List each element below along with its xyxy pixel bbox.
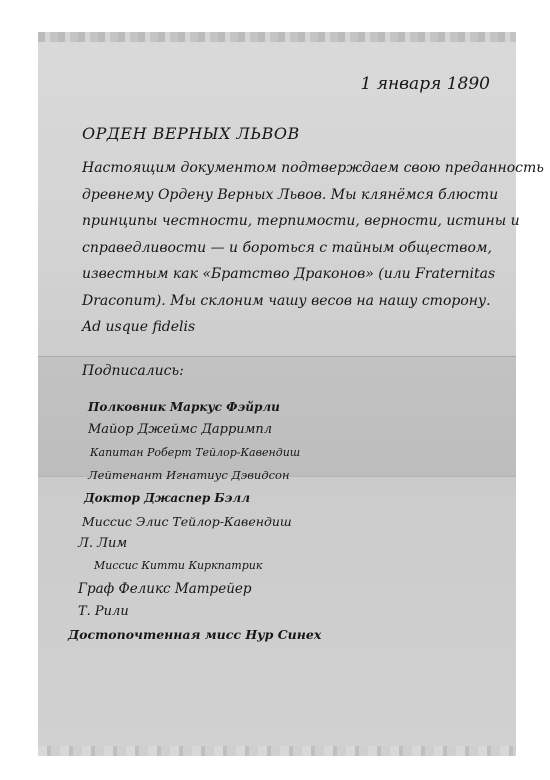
signature: Миссис Элис Тейлор-Кавендиш (82, 514, 292, 529)
letter-date: 1 января 1890 (360, 74, 490, 94)
oath-line: известным как «Братство Драконов» (или Fraternitas (82, 266, 496, 282)
signature: Капитан Роберт Тейлор-Кавендиш (90, 446, 301, 459)
signature: Достопочтенная мисс Нур Синех (68, 627, 322, 642)
oath-line: справедливости — и бороться с тайным обществом, (82, 239, 492, 256)
oath-line: Настоящим документом подтверждаем свою преданность (82, 160, 544, 176)
signature: Миссис Китти Киркпатрик (94, 559, 263, 572)
signature: Л. Лим (78, 536, 128, 551)
signature: Доктор Джаспер Бэлл (84, 491, 250, 505)
oath-line: принципы честности, терпимости, верности, истины и (82, 213, 520, 229)
oath-text (82, 155, 544, 341)
torn-edge-top (38, 32, 516, 42)
letter-sheet (38, 38, 544, 750)
signed-label: Подписались: (82, 363, 184, 379)
order-title: ОРДЕН ВЕРНЫХ ЛЬВОВ (82, 124, 300, 143)
signature: Майор Джеймс Дарримпл (88, 422, 273, 437)
signature: Т. Рили (78, 604, 129, 619)
oath-line: Draconum). Мы склоним чашу весов на нашу сторону. (82, 292, 491, 309)
signature: Полковник Маркус Фэйрли (88, 400, 280, 414)
oath-motto: Ad usque fidelis (82, 319, 196, 335)
torn-edge-bottom (38, 746, 516, 756)
signature: Лейтенант Игнатиус Дэвидсон (88, 468, 290, 482)
oath-line: древнему Ордену Верных Львов. Мы клянёмся блюсти (82, 186, 499, 203)
fold-crease (38, 356, 516, 357)
signature: Граф Феликс Матрейер (78, 581, 252, 597)
